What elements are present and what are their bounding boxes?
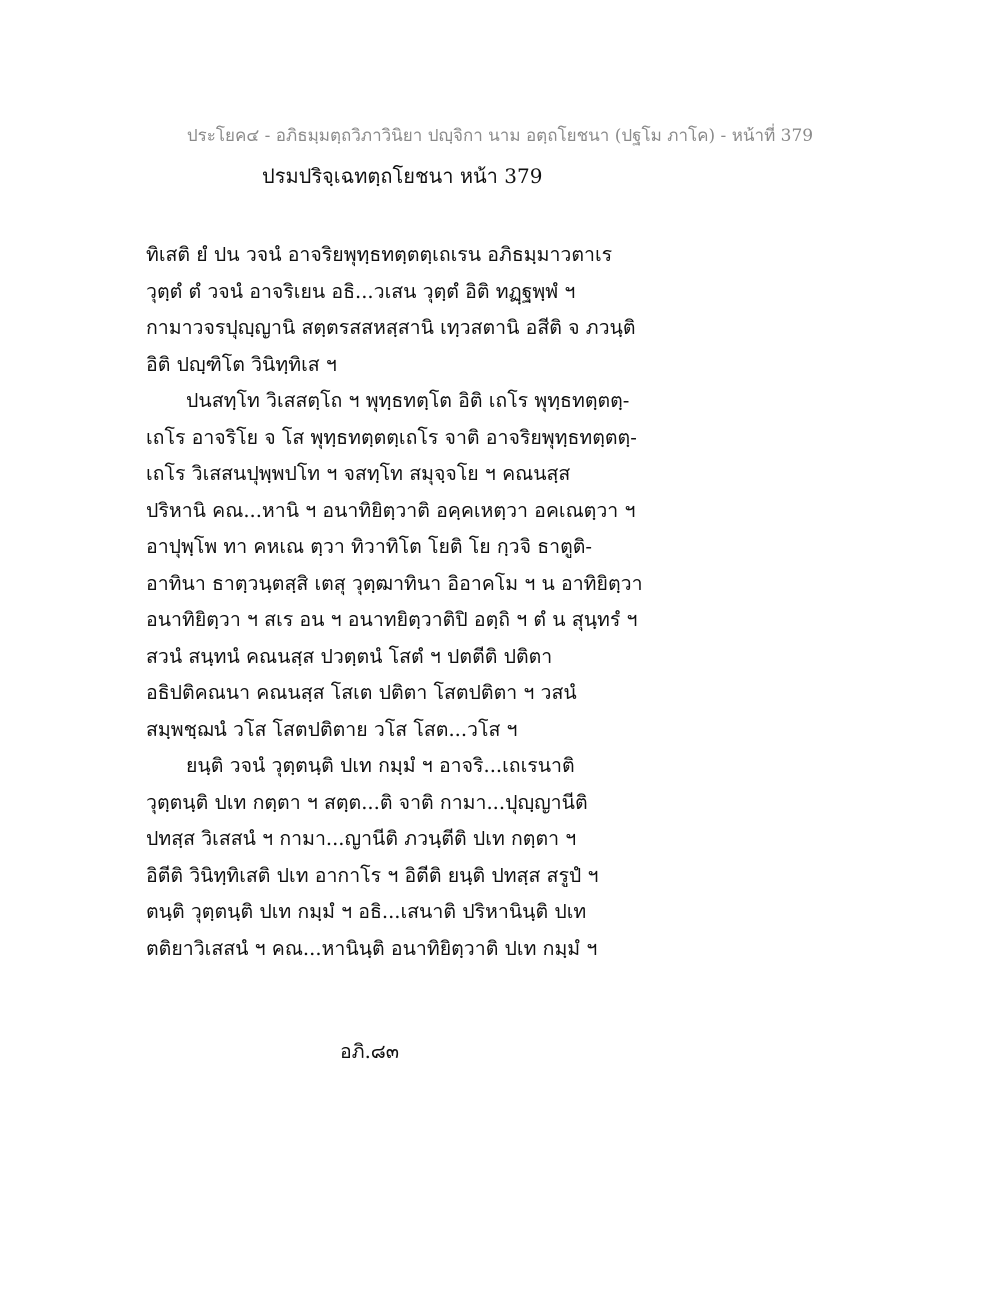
text-line: อนาทิยิตฺวา ฯ สเร อน ฯ อนาทยิตฺวาติปิ อตฺถิ ฯ ตํ น สุนฺทรํ ฯ: [146, 608, 638, 631]
text-line: สมฺพชฺฌนํ วโส โสตปติตาย วโส โสต...วโส ฯ: [146, 717, 518, 741]
text-line: สวนํ สนฺทนํ คณนสฺส ปวตฺตนํ โสตํ ฯ ปตตีติ ปติตา: [146, 644, 553, 668]
page-mark: อภิ.๘๓: [340, 1040, 400, 1063]
text-line: ปริหานิ คณ...หานิ ฯ อนาทิยิตฺวาติ อคฺคเหตฺวา อคเณตฺวา ฯ: [146, 498, 636, 522]
text-line: เถโร วิเสสนปุพฺพปโท ฯ จสทฺโท สมุจฺจโย ฯ คณนสฺส: [146, 462, 571, 485]
text-line: อิตีติ วินิทฺทิเสติ ปเท อากาโร ฯ อิตีติ ยนฺติ ปทสฺส สรูปํ ฯ: [146, 863, 599, 887]
text-line: อิติ ปญฺฑิโต วินิทฺทิเส ฯ: [146, 352, 337, 376]
text-line: อาทินา ธาตฺวนฺตสฺสิ เตสุ วุตฺฒาทินา อิอาคโม ฯ น อาทิยิตฺวา: [146, 571, 643, 595]
text-line: ทิเสติ ยํ ปน วจนํ อาจริยพุทฺธทตฺตตฺเถเรน อภิธมฺมาวตาเร: [146, 243, 613, 266]
text-line: อธิปติคณนา คณนสฺส โสเต ปติตา โสตปติตา ฯ วสนํ: [146, 681, 577, 704]
page-title: ปรมปริจฺเฉทตฺถโยชนา หน้า 379: [262, 164, 543, 188]
body-text: [146, 237, 706, 967]
text-line: อาปุพฺโพ ทา คหเณ ตฺวา ทิวาทิโต โยติ โย กฺวจิ ธาตูติ-: [146, 535, 592, 558]
text-line: ปทสฺส วิเสสนํ ฯ กามา...ญานีติ ภวนฺตีติ ปเท กตฺตา ฯ: [146, 827, 577, 850]
running-header: ประโยค๔ - อภิธมฺมตฺถวิภาวินิยา ปญฺจิกา นาม อตฺถโยชนา (ปฐโม ภาโค) - หน้าที่ 379: [186, 126, 814, 146]
text-line: ตนฺติ วุตฺตนฺติ ปเท กมฺมํ ฯ อธิ...เสนาติ ปริหานินฺติ ปเท: [146, 900, 587, 923]
text-line: กามาวจรปุญฺญานิ สตฺตรสสหสฺสานิ เทฺวสตานิ อสีติ จ ภวนฺติ: [146, 316, 636, 339]
text-line: ยนฺติ วจนํ วุตฺตนฺติ ปเท กมฺมํ ฯ อาจริ...เถเรนาติ: [186, 754, 575, 777]
text-line: ตติยาวิเสสนํ ฯ คณ...หานินฺติ อนาทิยิตฺวาติ ปเท กมฺมํ ฯ: [146, 936, 598, 960]
text-line: เถโร อาจริโย จ โส พุทฺธทตฺตตฺเถโร จาติ อาจริยพุทฺธทตฺตตฺ-: [146, 425, 637, 449]
text-line: วุตฺตํ ตํ วจนํ อาจริเยน อธิ...วเสน วุตฺตํ อิติ ทฏฺฐพฺพํ ฯ: [146, 279, 576, 303]
text-line: ปนสทฺโท วิเสสตฺโถ ฯ พุทฺธทตฺโต อิติ เถโร พุทฺธทตฺตตฺ-: [186, 389, 630, 412]
text-line: วุตฺตนฺติ ปเท กตฺตา ฯ สตฺต...ติ จาติ กามา...ปุญฺญานีติ: [146, 790, 588, 814]
